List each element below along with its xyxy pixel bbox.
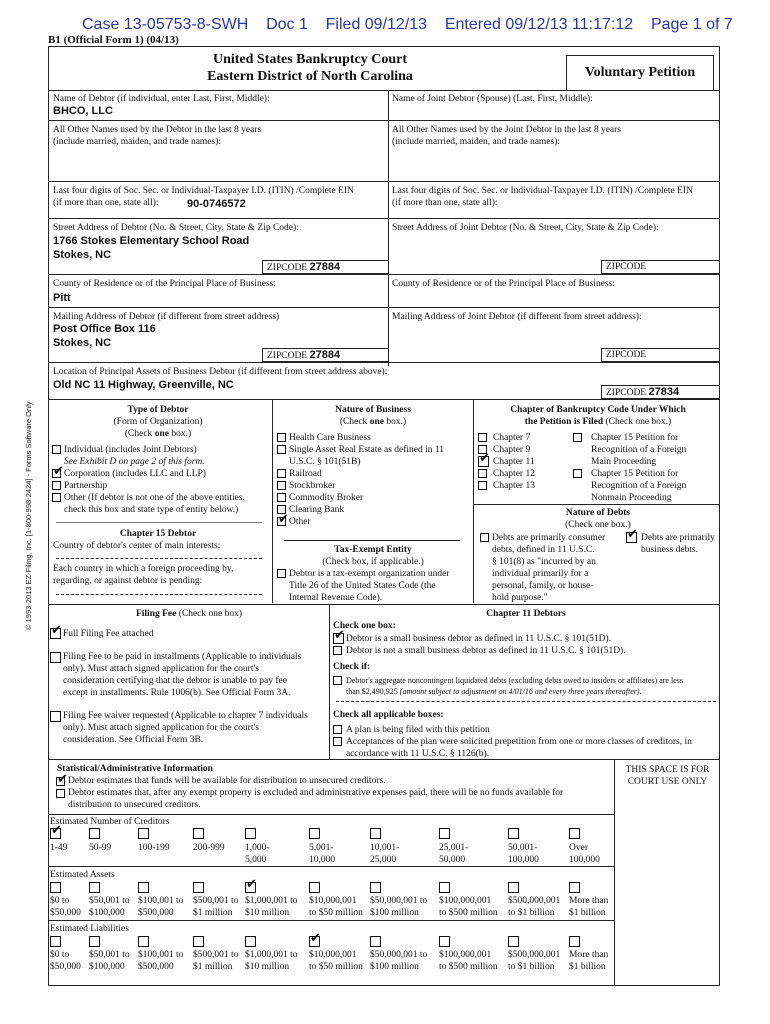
other-entity-label: Other (If debtor is not one of the above entities, [64, 493, 245, 503]
chapter15-nonmain-label: Chapter 15 Petition for [591, 469, 679, 479]
assets-range-checkbox[interactable] [309, 882, 320, 893]
corporation-checkbox[interactable] [52, 469, 61, 478]
zipcode-3[interactable]: 27834 [648, 386, 680, 398]
liabilities-range-checkbox[interactable] [245, 936, 256, 947]
debtor-name[interactable]: BHCO, LLC [53, 105, 113, 117]
court-use-label: THIS SPACE IS FOR [625, 765, 710, 775]
zipcode-box-1 [262, 260, 389, 274]
country-label: Country of debtor's center of main interests: [53, 541, 221, 551]
nature-debts-sub: (Check one box.) [565, 520, 631, 530]
consumer-debts-label-5: personal, family, or house- [492, 581, 594, 591]
assets-location-value[interactable]: Old NC 11 Highway, Greenville, NC [53, 379, 234, 391]
form-id: B1 (Official Form 1) (04/13) [48, 34, 179, 46]
assets-range-label: $500,000 [138, 908, 174, 918]
filed-date: Filed 09/12/13 [325, 16, 428, 33]
chapter13-label: Chapter 13 [493, 481, 535, 491]
creditors-label: Estimated Number of Creditors [50, 817, 170, 827]
creditors-range-checkbox[interactable] [508, 828, 519, 839]
creditors-range-label: 50,000 [439, 855, 466, 865]
individual-label: Individual (includes Joint Debtors) [64, 445, 197, 455]
plan-filed-checkbox[interactable] [333, 725, 342, 734]
tax-exempt-title: Tax-Exempt Entity [334, 545, 412, 555]
zip-label: ZIPCODE [606, 388, 647, 398]
chapter-title-2: the Petition is Filed (Check one box.) [524, 417, 672, 427]
nature-business-title: Nature of Business [335, 405, 411, 415]
aggregate-debts-label: Debtor's aggregate noncontingent liquidated debts (excluding debts owed to insiders or affiliates) are less [346, 676, 683, 685]
business-debts-checkbox[interactable] [626, 532, 637, 543]
funds-available-label: Debtor estimates that funds will be available for distribution to unsecured creditors. [68, 776, 386, 786]
commodity-broker-label: Commodity Broker [289, 493, 364, 503]
railroad-label: Railroad [289, 469, 322, 479]
stockbroker-label: Stockbroker [289, 481, 336, 491]
nature-debts-title: Nature of Debts [565, 508, 631, 518]
assets-range-label: $500,000,001 [508, 896, 561, 906]
joint-other-names-label-2: (include married, maiden, and trade names): [392, 137, 561, 147]
liabilities-range-label: $50,001 to [89, 950, 130, 960]
health-care-checkbox[interactable] [277, 433, 286, 442]
zipcode-2[interactable]: 27884 [309, 349, 341, 361]
chapter12-checkbox[interactable] [478, 469, 487, 478]
mailing-line-2[interactable]: Stokes, NC [53, 337, 112, 349]
liabilities-range-label: $1 billion [569, 962, 606, 972]
ein-label-2: (if more than one, state all): [53, 198, 159, 208]
assets-range-label: to $50 million [309, 908, 363, 918]
liabilities-range-label: to $1 billion [508, 962, 555, 972]
creditors-range-checkbox[interactable] [245, 828, 256, 839]
installments-label: Filing Fee to be paid in installments (Applicable to individuals [63, 652, 302, 662]
creditors-range-label: 50-99 [89, 843, 112, 853]
creditors-range-label: 100-199 [138, 843, 170, 853]
small-business-label: Debtor is a small business debtor as defined in 11 U.S.C. § 101(51D). [346, 634, 612, 644]
commodity-broker-checkbox[interactable] [277, 493, 286, 502]
zipcode-box-2 [262, 348, 389, 362]
assets-range-label: $1 billion [569, 908, 606, 918]
chapter15-main-label-3: Main Proceeding [591, 457, 657, 467]
not-small-business-label: Debtor is not a small business debtor as defined in 11 U.S.C. § 101(51D). [346, 646, 626, 656]
chapter9-label: Chapter 9 [493, 445, 531, 455]
assets-range-checkbox[interactable] [508, 882, 519, 893]
consumer-debts-label-2: debts, defined in 11 U.S.C. [492, 545, 595, 555]
assets-range-label: $100,001 to [138, 896, 184, 906]
joint-debtor-name-label: Name of Joint Debtor (Spouse) (Last, First, Middle): [392, 94, 593, 104]
chapter15-nonmain-label-3: Nonmain Proceeding [591, 493, 672, 503]
assets-range-checkbox[interactable] [193, 882, 204, 893]
assets-range-checkbox[interactable] [245, 882, 256, 893]
foreign-proceeding-label: Each country in which a foreign proceeding by, [53, 564, 234, 574]
liabilities-label: Estimated Liabilities [50, 924, 129, 934]
creditors-range-checkbox[interactable] [370, 828, 381, 839]
mailing-label: Mailing Address of Debtor (if different from street address) [53, 312, 280, 322]
liabilities-range-label: $100,001 to [138, 950, 184, 960]
chapter7-label: Chapter 7 [493, 433, 531, 443]
assets-range-label: $100 million [370, 908, 419, 918]
creditors-range-label: 100,000 [508, 855, 539, 865]
assets-range-label: $100,000,001 [439, 896, 492, 906]
assets-label: Estimated Assets [50, 870, 115, 880]
creditors-range-checkbox[interactable] [439, 828, 450, 839]
assets-range-label: $500,001 to [193, 896, 239, 906]
other-business-label: Other [289, 517, 311, 527]
county-value[interactable]: Pitt [53, 292, 71, 304]
zip-label: ZIPCODE [267, 263, 308, 273]
joint-zipcode-box-1 [601, 260, 720, 274]
chapter12-label: Chapter 12 [493, 469, 535, 479]
health-care-label: Health Care Business [289, 433, 371, 443]
assets-range-label: to $500 million [439, 908, 498, 918]
zipcode-box-3 [601, 385, 720, 399]
software-side-note: © 1993-2013 EZ-Filing, Inc. [1-800-998-2424] - Forms Software Only [24, 401, 33, 630]
liabilities-range-label: $100,000 [89, 962, 125, 972]
type-of-debtor-sub1: (Form of Organization) [113, 417, 203, 427]
no-funds-label-2: distribution to unsecured creditors. [68, 800, 201, 810]
joint-mailing-label: Mailing Address of Joint Debtor (if different from street address): [392, 312, 642, 322]
chapter13-checkbox[interactable] [478, 481, 487, 490]
joint-ein-label: Last four digits of Soc. Sec. or Individual-Taxpayer I.D. (ITIN) /Complete EIN [392, 186, 693, 196]
creditors-range-label: 25,000 [370, 855, 397, 865]
funds-available-checkbox[interactable] [56, 777, 65, 786]
fee-waiver-label: Filing Fee waiver requested (Applicable to chapter 7 individuals [63, 711, 308, 721]
installments-label-3: consideration certifying that the debtor is unable to pay fee [63, 676, 287, 686]
acceptances-label: Acceptances of the plan were solicited prepetition from one or more classes of creditors, in [346, 737, 692, 747]
liabilities-range-label: $500,000,001 [508, 950, 561, 960]
creditors-range-label: 1,000- [245, 843, 270, 853]
creditors-range-label: 50,001- [508, 843, 538, 853]
fee-waiver-label-3: consideration. See Official Form 3B. [63, 735, 204, 745]
business-debts-label-2: business debts. [641, 545, 698, 555]
zip-label: ZIPCODE [606, 350, 647, 360]
liabilities-range-checkbox[interactable] [508, 936, 519, 947]
liabilities-range-checkbox[interactable] [50, 936, 61, 947]
liabilities-range-label: $500,000 [138, 962, 174, 972]
consumer-debts-checkbox[interactable] [480, 533, 489, 542]
creditors-range-label: Over [569, 843, 588, 853]
creditors-range-label: 10,001- [370, 843, 400, 853]
creditors-range-checkbox[interactable] [89, 828, 100, 839]
aggregate-debts-checkbox[interactable] [333, 676, 342, 685]
liabilities-range-checkbox[interactable] [439, 936, 450, 947]
clearing-bank-label: Clearing Bank [289, 505, 345, 515]
assets-range-checkbox[interactable] [569, 882, 580, 893]
plan-filed-label: A plan is being filed with this petition [346, 725, 490, 735]
consumer-debts-label-6: hold purpose." [492, 593, 548, 603]
entered-date: Entered 09/12/13 11:17:12 [444, 16, 634, 33]
joint-zipcode-box-2 [601, 348, 720, 362]
liabilities-range-label: $50,000 [50, 962, 81, 972]
liabilities-range-label: $1 million [193, 962, 233, 972]
liabilities-range-label: $500,001 to [193, 950, 239, 960]
ch11-check-one: Check one box: [333, 621, 396, 631]
chapter15-main-label-2: Recognition of a Foreign [591, 445, 687, 455]
acceptances-checkbox[interactable] [333, 737, 342, 746]
creditors-range-label: 5,001- [309, 843, 334, 853]
single-asset-label-2: U.S.C. § 101(51B) [289, 457, 361, 467]
liabilities-range-checkbox[interactable] [309, 936, 320, 947]
liabilities-range-label: $50,000,001 to [370, 950, 428, 960]
liabilities-range-checkbox[interactable] [89, 936, 100, 947]
creditors-range-checkbox[interactable] [569, 828, 580, 839]
liabilities-range-checkbox[interactable] [193, 936, 204, 947]
foreign-proceeding-label-2: regarding, or against debtor is pending: [53, 576, 203, 586]
court-use-label-2: COURT USE ONLY [627, 777, 708, 787]
liabilities-range-label: to $50 million [309, 962, 363, 972]
stockbroker-checkbox[interactable] [277, 481, 286, 490]
assets-range-label: $1 million [193, 908, 233, 918]
consumer-debts-label: Debts are primarily consumer [492, 533, 606, 543]
single-asset-label: Single Asset Real Estate as defined in 11 [289, 445, 445, 455]
other-business-checkbox[interactable] [277, 517, 286, 526]
installments-label-2: only). Must attach signed application for the court's [63, 664, 259, 674]
tax-exempt-label-3: Internal Revenue Code). [289, 593, 383, 603]
street-label: Street Address of Debtor (No. & Street, City, State & Zip Code): [53, 223, 299, 233]
individual-checkbox[interactable] [52, 445, 61, 454]
type-of-debtor-title: Type of Debtor [127, 405, 189, 415]
full-fee-checkbox[interactable] [50, 628, 61, 639]
consumer-debts-label-4: individual primarily for a [492, 569, 589, 579]
liabilities-range-label: $100 million [370, 962, 419, 972]
street-line-2[interactable]: Stokes, NC [53, 249, 112, 261]
zipcode-1[interactable]: 27884 [309, 261, 341, 273]
ch11-check-all: Check all applicable boxes: [333, 710, 444, 720]
chapter7-checkbox[interactable] [478, 433, 487, 442]
creditors-range-checkbox[interactable] [50, 828, 61, 839]
chapter11-checkbox[interactable] [478, 456, 489, 467]
liabilities-range-label: $10,000,001 [309, 950, 357, 960]
ein-value[interactable]: 90-0746572 [187, 198, 246, 210]
assets-range-checkbox[interactable] [370, 882, 381, 893]
assets-range-checkbox[interactable] [138, 882, 149, 893]
liabilities-range-label: $100,000,001 [439, 950, 492, 960]
partnership-checkbox[interactable] [52, 481, 61, 490]
zip-label: ZIPCODE [606, 262, 647, 272]
consumer-debts-label-3: § 101(8) as "incurred by an [492, 557, 596, 567]
doc-number: Doc 1 [266, 16, 308, 33]
assets-range-label: to $1 billion [508, 908, 555, 918]
assets-range-label: $10,000,001 [309, 896, 357, 906]
creditors-range-label: 100,000 [569, 855, 600, 865]
other-entity-checkbox[interactable] [52, 493, 61, 502]
tax-exempt-sub: (Check box, if applicable.) [322, 557, 424, 567]
joint-ein-label-2: (if more than one, state all): [392, 198, 498, 208]
page-number: Page 1 of 7 [650, 16, 733, 33]
single-asset-checkbox[interactable] [277, 445, 286, 454]
liabilities-range-label: $0 to [50, 950, 70, 960]
assets-range-label: $50,000,001 to [370, 896, 428, 906]
ch11-check-if: Check if: [333, 662, 371, 672]
installments-checkbox[interactable] [50, 652, 61, 663]
zip-label: ZIPCODE [267, 351, 308, 361]
aggregate-debts-label-2: than $2,490,925 (amount subject to adjustment on 4/01/16 and every three years thereafter). [346, 687, 642, 696]
assets-location-label: Location of Principal Assets of Business Debtor (if different from street address above): [53, 367, 388, 377]
liabilities-range-checkbox[interactable] [569, 936, 580, 947]
creditors-range-checkbox[interactable] [193, 828, 204, 839]
other-entity-label-2: check this box and state type of entity below.) [64, 505, 239, 515]
assets-range-checkbox[interactable] [89, 882, 100, 893]
fee-waiver-checkbox[interactable] [50, 711, 61, 722]
no-funds-label: Debtor estimates that, after any exempt property is excluded and administrative expenses paid, there will be no funds available for [68, 788, 564, 798]
other-names-label: All Other Names used by the Debtor in the last 8 years [53, 125, 262, 135]
mailing-line-1[interactable]: Post Office Box 116 [53, 323, 156, 335]
creditors-range-checkbox[interactable] [138, 828, 149, 839]
liabilities-range-label: $1,000,001 to [245, 950, 298, 960]
liabilities-range-label: to $500 million [439, 962, 498, 972]
creditors-range-label: 5,000 [245, 855, 267, 865]
chapter15-title: Chapter 15 Debtor [119, 529, 197, 539]
chapter-title: Chapter of Bankruptcy Code Under Which [510, 405, 686, 415]
creditors-range-label: 10,000 [309, 855, 336, 865]
fee-waiver-label-2: only). Must attach signed application for the court's [63, 723, 259, 733]
creditors-range-checkbox[interactable] [309, 828, 320, 839]
assets-range-label: More than [569, 896, 609, 906]
assets-range-checkbox[interactable] [50, 882, 61, 893]
assets-range-label: $10 million [245, 908, 290, 918]
chapter15-main-label: Chapter 15 Petition for [591, 433, 679, 443]
nature-business-sub: (Check one box.) [339, 417, 407, 427]
tax-exempt-checkbox[interactable] [277, 569, 286, 578]
other-names-label-2: (include married, maiden, and trade names): [53, 137, 222, 147]
liabilities-range-label: More than [569, 950, 609, 960]
assets-range-label: $0 to [50, 896, 70, 906]
ch11-title: Chapter 11 Debtors [486, 609, 566, 619]
acceptances-label-2: accordance with 11 U.S.C. § 1126(b). [346, 749, 490, 759]
business-debts-label: Debts are primarily [641, 533, 715, 543]
railroad-checkbox[interactable] [277, 469, 286, 478]
case-number: Case 13-05753-8-SWH [82, 16, 249, 33]
joint-other-names-label: All Other Names used by the Joint Debtor in the last 8 years [392, 125, 622, 135]
creditors-range-label: 25,001- [439, 843, 469, 853]
liabilities-range-label: $10 million [245, 962, 290, 972]
street-line-1[interactable]: 1766 Stokes Elementary School Road [53, 235, 250, 247]
liabilities-range-checkbox[interactable] [370, 936, 381, 947]
assets-range-label: $50,001 to [89, 896, 130, 906]
no-funds-checkbox[interactable] [56, 789, 65, 798]
full-fee-label: Full Filing Fee attached [63, 629, 154, 639]
chapter15-nonmain-label-2: Recognition of a Foreign [591, 481, 687, 491]
chapter15-nonmain-checkbox[interactable] [573, 469, 582, 478]
joint-street-label: Street Address of Joint Debtor (No. & Street, City, State & Zip Code): [392, 223, 659, 233]
court-name: United States Bankruptcy Court [212, 52, 408, 67]
filing-fee-title: Filing Fee (Check one box) [135, 609, 243, 619]
small-business-checkbox[interactable] [333, 633, 344, 644]
installments-label-4: except in installments. Rule 1006(b). See Official Form 3A. [63, 688, 291, 698]
type-of-debtor-sub2: (Check one box.) [124, 429, 192, 439]
assets-range-label: $50,000 [50, 908, 81, 918]
assets-range-label: $100,000 [89, 908, 125, 918]
chapter15-main-checkbox[interactable] [573, 433, 582, 442]
tax-exempt-label: Debtor is a tax-exempt organization under [289, 569, 450, 579]
petition-title: Voluntary Petition [566, 55, 714, 91]
stat-title: Statistical/Administrative Information [57, 764, 213, 774]
assets-range-checkbox[interactable] [439, 882, 450, 893]
individual-note: See Exhibit D on page 2 of this form. [64, 457, 205, 467]
corporation-label: Corporation (includes LLC and LLP) [64, 469, 206, 479]
case-stamp [82, 16, 733, 34]
ein-label: Last four digits of Soc. Sec. or Individual-Taxpayer I.D. (ITIN) /Complete EIN [53, 186, 354, 196]
debtor-name-label: Name of Debtor (if individual, enter Last, First, Middle): [53, 94, 270, 104]
court-district: Eastern District of North Carolina [207, 69, 413, 84]
tax-exempt-label-2: Title 26 of the United States Code (the [289, 581, 436, 591]
assets-range-label: $1,000,001 to [245, 896, 298, 906]
creditors-range-label: 200-999 [193, 843, 225, 853]
county-label: County of Residence or of the Principal Place of Business: [53, 279, 276, 289]
creditors-range-label: 1-49 [50, 843, 68, 853]
liabilities-range-checkbox[interactable] [138, 936, 149, 947]
partnership-label: Partnership [64, 481, 108, 491]
not-small-business-checkbox[interactable] [333, 646, 342, 655]
chapter11-label: Chapter 11 [493, 457, 535, 467]
joint-county-label: County of Residence or of the Principal Place of Business: [392, 279, 615, 289]
